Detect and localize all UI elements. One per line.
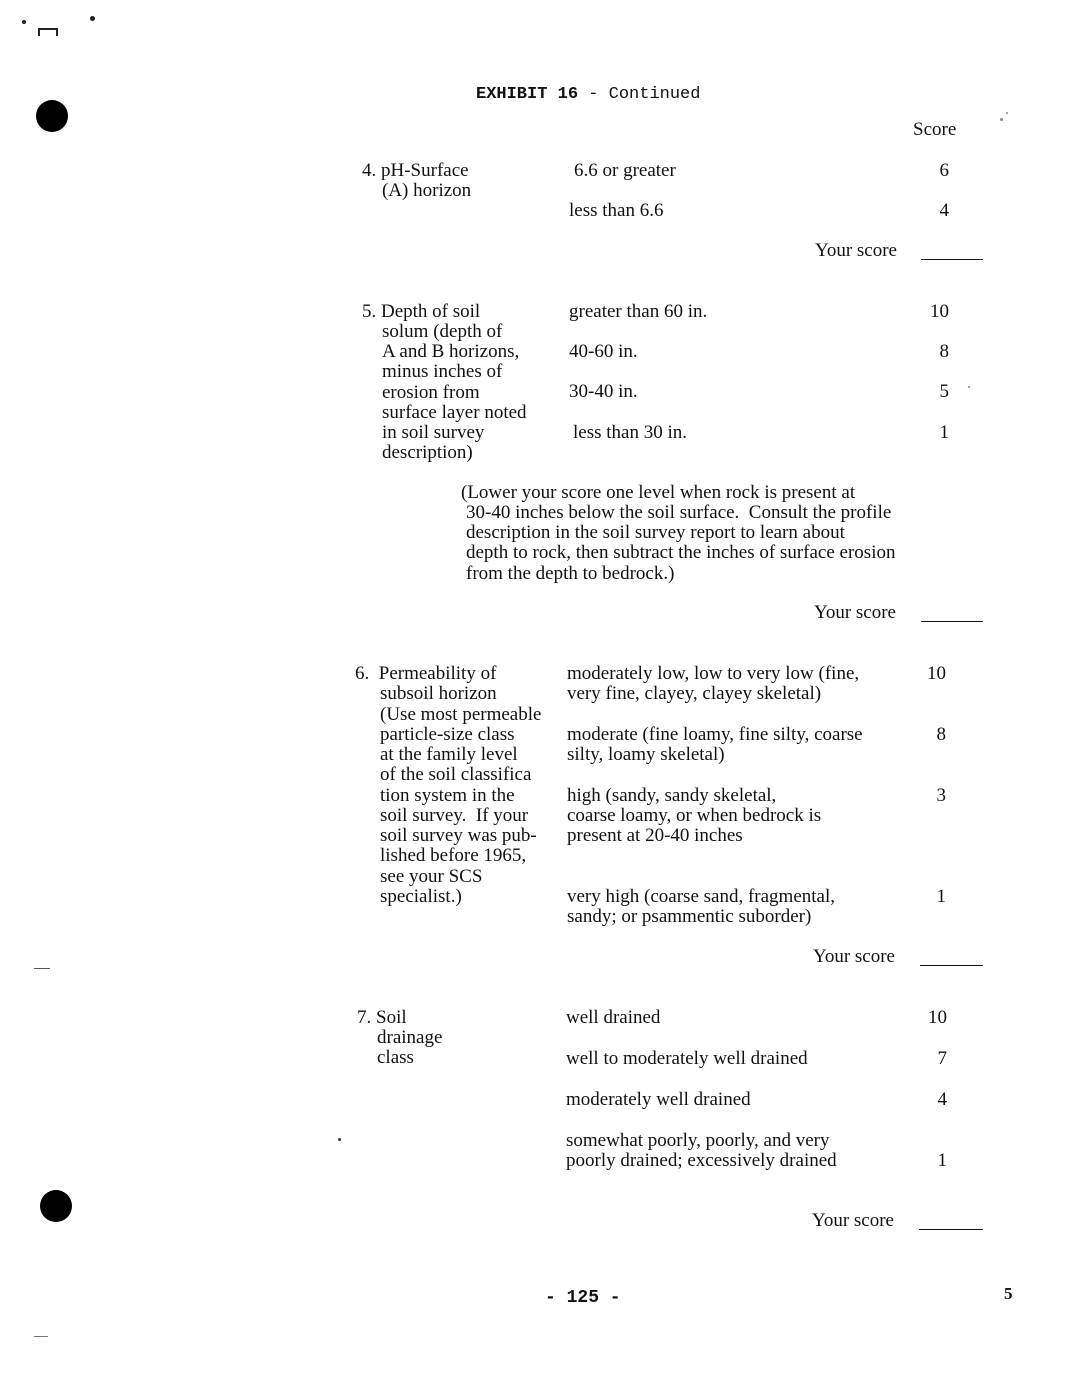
margin-dash — [34, 1336, 48, 1337]
item-6-label-line: (Use most permeable — [380, 704, 542, 725]
item-6-option-score: 8 — [936, 724, 946, 745]
scan-speck — [1000, 118, 1003, 121]
item-5-note-line: 30-40 inches below the soil surface. Consult the profile — [466, 502, 892, 523]
item-6-label-line: specialist.) — [380, 886, 462, 907]
punch-hole-top — [36, 100, 68, 132]
scan-speck — [338, 1138, 341, 1141]
item-7-option-text: poorly drained; excessively drained — [566, 1150, 837, 1171]
your-score-blank[interactable] — [920, 965, 983, 966]
corner-bracket-mark — [38, 28, 58, 36]
item-5-label-line: in soil survey — [382, 422, 485, 443]
item-6-label-line: lished before 1965, — [380, 845, 527, 866]
item-6-option-text: coarse loamy, or when bedrock is — [567, 805, 822, 826]
scan-speck — [1006, 112, 1008, 114]
item-6-option-text: very high (coarse sand, fragmental, — [567, 886, 836, 907]
item-6-label-line: soil survey was pub- — [380, 825, 537, 846]
item-6-label-line: at the family level — [380, 744, 518, 765]
item-6-option-text: silty, loamy skeletal) — [567, 744, 725, 765]
item-6-option-score: 1 — [936, 886, 946, 907]
item-5-label-line: 5. Depth of soil — [362, 301, 481, 322]
item-6-option-text: high (sandy, sandy skeletal, — [567, 785, 777, 806]
exhibit-title — [476, 85, 700, 106]
your-score-blank[interactable] — [921, 621, 983, 622]
item-5-note-line: description in the soil survey report to learn about — [466, 522, 845, 543]
item-7-option-score: 10 — [928, 1007, 947, 1028]
item-7-label-line: drainage — [377, 1027, 443, 1048]
continued-label: - Continued — [578, 85, 701, 104]
your-score-label: Your score — [814, 602, 896, 623]
item-7-label-line: 7. Soil — [357, 1007, 407, 1028]
item-7-label-line: class — [377, 1047, 414, 1068]
your-score-label: Your score — [812, 1210, 894, 1231]
item-4-option-score: 6 — [939, 160, 949, 181]
item-6-label-line: of the soil classifica — [380, 764, 532, 785]
item-6-label-line: soil survey. If your — [380, 805, 529, 826]
item-6-option-score: 3 — [936, 785, 946, 806]
item-6-option-text: very fine, clayey, clayey skeletal) — [567, 683, 822, 704]
your-score-blank[interactable] — [921, 259, 983, 260]
item-7-option-score: 1 — [937, 1150, 947, 1171]
item-4-option-text: 6.6 or greater — [574, 160, 676, 181]
item-6-option-text: present at 20-40 inches — [567, 825, 743, 846]
item-6-option-text: moderate (fine loamy, fine silty, coarse — [567, 724, 863, 745]
item-7-option-score: 4 — [937, 1089, 947, 1110]
item-6-label-line: subsoil horizon — [380, 683, 497, 704]
item-6-option-text: moderately low, low to very low (fine, — [567, 663, 860, 684]
item-4-option-text: less than 6.6 — [569, 200, 664, 221]
item-6-label-line: tion system in the — [380, 785, 515, 806]
item-5-note-line: from the depth to bedrock.) — [466, 563, 675, 584]
page-number: - 125 - — [545, 1288, 621, 1308]
item-5-option-text: greater than 60 in. — [569, 301, 708, 322]
score-column-heading: Score — [913, 119, 957, 140]
item-5-option-text: 40-60 in. — [569, 341, 638, 362]
your-score-blank[interactable] — [919, 1229, 983, 1230]
item-5-option-score: 1 — [939, 422, 949, 443]
item-6-label-line: particle-size class — [380, 724, 515, 745]
item-5-option-score: 8 — [939, 341, 949, 362]
punch-hole-bottom — [40, 1190, 72, 1222]
item-5-note-line: depth to rock, then subtract the inches of surface erosion — [466, 542, 896, 563]
item-5-label-line: erosion from — [382, 382, 480, 403]
item-6-option-text: sandy; or psammentic suborder) — [567, 906, 812, 927]
item-5-option-text: 30-40 in. — [569, 381, 638, 402]
item-5-label-line: minus inches of — [382, 361, 503, 382]
item-5-label-line: surface layer noted — [382, 402, 527, 423]
scan-speck — [22, 20, 26, 24]
your-score-label: Your score — [815, 240, 897, 261]
scan-speck — [90, 16, 95, 21]
item-5-option-score: 10 — [930, 301, 949, 322]
item-5-label-line: A and B horizons, — [382, 341, 520, 362]
your-score-label: Your score — [813, 946, 895, 967]
item-7-option-text: somewhat poorly, poorly, and very — [566, 1130, 830, 1151]
item-5-label-line: description) — [382, 442, 473, 463]
item-7-option-score: 7 — [937, 1048, 947, 1069]
exhibit-label: EXHIBIT 16 — [476, 85, 579, 104]
item-4-label-line: 4. pH-Surface — [362, 160, 469, 181]
item-4-option-score: 4 — [939, 200, 949, 221]
item-4-label-line: (A) horizon — [382, 180, 472, 201]
item-5-note-line: (Lower your score one level when rock is present at — [461, 482, 856, 503]
item-5-option-score: 5 — [939, 381, 949, 402]
item-7-option-text: moderately well drained — [566, 1089, 751, 1110]
item-5-option-text: less than 30 in. — [573, 422, 687, 443]
item-5-label-line: solum (depth of — [382, 321, 503, 342]
item-6-option-score: 10 — [927, 663, 946, 684]
item-6-label-line: see your SCS — [380, 866, 483, 887]
scan-speck — [968, 386, 970, 388]
corner-mark: 5 — [1004, 1284, 1013, 1303]
item-7-option-text: well drained — [566, 1007, 661, 1028]
item-7-option-text: well to moderately well drained — [566, 1048, 808, 1069]
item-6-label-line: 6. Permeability of — [355, 663, 497, 684]
margin-dash — [34, 968, 50, 969]
